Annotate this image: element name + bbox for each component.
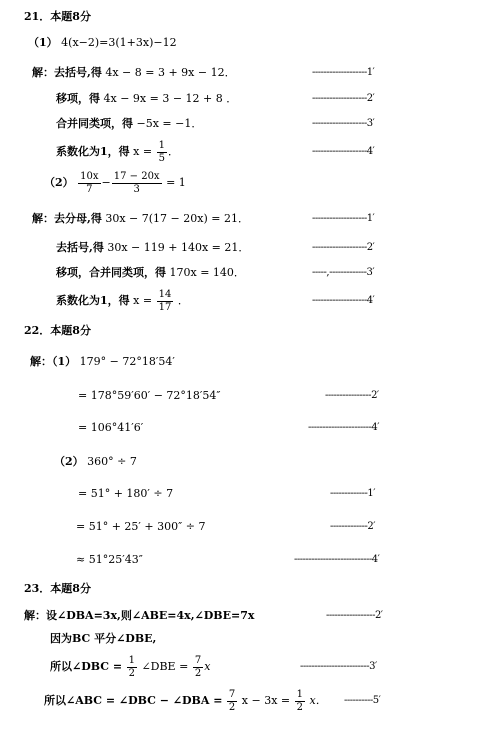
q22-part1-label: 解：（1） xyxy=(30,355,77,368)
q21-part1 xyxy=(28,36,177,50)
q21-step2-expr: 4x − 9x = 3 − 12 + 8 ． xyxy=(103,92,238,105)
q21-part2-step2-expr: 30x − 119 + 140x = 21． xyxy=(107,241,250,254)
q21-part2-step4-label: 系数化为1，得 xyxy=(56,294,130,307)
q23-step4-end: x． xyxy=(309,694,327,707)
q21-part2-step2 xyxy=(56,241,249,255)
q21-part2-step4-score: -------------------4′ xyxy=(312,295,375,306)
q21-part2-step3-expr: 170x = 140． xyxy=(169,266,245,279)
fraction-denominator: 7 xyxy=(86,183,93,195)
q21-part2-step4-lhs: x = xyxy=(133,294,153,307)
fraction-numerator: 1 xyxy=(158,139,165,151)
q22-part1-line2: = 106°41′6′ xyxy=(78,421,144,434)
q23-step3-fraction1 xyxy=(127,655,137,680)
q23-step2: 因为BC 平分∠DBE, xyxy=(50,632,157,645)
fraction-numerator: 1 xyxy=(296,688,303,700)
q21-part1-label: （1） xyxy=(28,36,58,49)
q21-part2-step2-label: 去括号,得 xyxy=(56,241,104,254)
q21-part2-step4-fraction xyxy=(157,289,174,314)
q21-step2 xyxy=(56,92,237,106)
q22-part1-line1: = 178°59′60′ − 72°18′54″ xyxy=(78,389,221,402)
q22-part2-line1-score: -------------1′ xyxy=(330,488,376,499)
q23-step1: 解：设∠DBA=3x,则∠ABE=4x,∠DBE=7x xyxy=(24,609,255,622)
fraction-denominator: 2 xyxy=(194,667,202,679)
q22-heading: 22．本题8分 xyxy=(24,324,91,337)
fraction-denominator: 5 xyxy=(158,152,165,164)
q22-part2-line1: = 51° + 180′ ÷ 7 xyxy=(78,487,174,500)
q21-part2-step1-label: 解：去分母,得 xyxy=(32,212,102,225)
q23-step3-end: x xyxy=(204,660,211,673)
q21-part2-step2-score: -------------------2′ xyxy=(312,242,375,253)
q21-step3-label: 合并同类项，得 xyxy=(56,117,133,130)
q22-part2-line3: ≈ 51°25′43″ xyxy=(76,553,143,566)
q23-step4-score: ----------5′ xyxy=(344,695,381,706)
q22-part2-line2-score: -------------2′ xyxy=(330,521,376,532)
fraction-denominator: 2 xyxy=(128,667,135,679)
fraction-numerator: 7 xyxy=(228,688,236,700)
q21-step4-lhs: x = xyxy=(133,145,153,158)
q21-part2-step4-end: ． xyxy=(177,294,189,307)
q21-step1-expr: 4x − 8 = 3 + 9x − 12． xyxy=(105,66,236,79)
q21-part2-step3 xyxy=(56,266,245,280)
q21-step3-score: -------------------3′ xyxy=(312,118,375,129)
fraction-numerator: 17 − 20x xyxy=(113,170,160,182)
q21-part2-step1 xyxy=(32,212,249,226)
fraction-denominator: 2 xyxy=(296,701,303,713)
q22-part2-line3-score: ---------------------------4′ xyxy=(294,554,380,565)
q21-step4-score: -------------------4′ xyxy=(312,146,375,157)
q21-step4-end: ． xyxy=(167,145,179,158)
q22-part2 xyxy=(54,455,137,469)
q21-step3-expr: −5x = −1． xyxy=(136,117,203,130)
q21-part2-fraction2 xyxy=(112,171,162,196)
q21-part2-step3-label: 移项，合并同类项，得 xyxy=(56,266,166,279)
q21-step4-label: 系数化为1，得 xyxy=(56,145,130,158)
q23-step3-mid: ∠DBE = xyxy=(141,660,189,673)
q21-step2-label: 移项，得 xyxy=(56,92,100,105)
q21-part1-equation: 4(x−2)=3(1+3x)−12 xyxy=(61,36,177,49)
q21-part2-fraction1 xyxy=(78,171,100,196)
q23-step3-label: 所以∠DBC = xyxy=(50,660,123,673)
q21-step4 xyxy=(56,138,179,166)
q21-part2 xyxy=(44,168,186,198)
q23-step4 xyxy=(44,686,327,716)
q21-part2-label: （2） xyxy=(44,176,74,189)
fraction-numerator: 14 xyxy=(158,288,172,300)
q22-part1-expr: 179° − 72°18′54′ xyxy=(79,355,175,368)
q21-part2-step1-score: -------------------1′ xyxy=(312,213,375,224)
q21-part2-minus: − xyxy=(101,176,111,189)
fraction-numerator: 1 xyxy=(128,654,135,666)
q21-part2-step1-expr: 30x − 7(17 − 20x) = 21． xyxy=(105,212,249,225)
q23-step4-fraction1 xyxy=(227,689,237,714)
q22-part2-label: （2） xyxy=(54,455,84,468)
q21-step1-label: 解：去括号,得 xyxy=(32,66,102,79)
q21-step3 xyxy=(56,117,202,131)
q23-step4-fraction2 xyxy=(295,689,305,714)
q21-step2-score: -------------------2′ xyxy=(312,93,375,104)
q23-step4-mid: x − 3x = xyxy=(241,694,291,707)
q23-step1-score: -----------------2′ xyxy=(326,610,383,621)
fraction-denominator: 17 xyxy=(158,301,172,313)
q22-part2-line2: = 51° + 25′ + 300″ ÷ 7 xyxy=(76,520,206,533)
q21-step4-fraction xyxy=(157,140,167,165)
q21-part2-rhs: = 1 xyxy=(166,176,186,189)
q21-part2-step4 xyxy=(56,286,189,316)
fraction-denominator: 2 xyxy=(228,701,236,713)
q21-heading: 21．本题8分 xyxy=(24,10,91,23)
q23-step3 xyxy=(50,652,210,682)
q21-part2-step3-score: -----,-------------3′ xyxy=(312,267,375,278)
q22-part1-line2-score: ----------------------4′ xyxy=(308,422,379,433)
q23-heading: 23．本题8分 xyxy=(24,582,91,595)
q21-step1-score: -------------------1′ xyxy=(312,67,375,78)
fraction-denominator: 3 xyxy=(133,183,140,195)
fraction-numerator: 10x xyxy=(80,170,99,182)
q23-step4-label: 所以∠ABC = ∠DBC − ∠DBA = xyxy=(44,694,223,707)
q23-step3-fraction2 xyxy=(193,655,203,680)
q22-part1-line1-score: ----------------2′ xyxy=(325,390,379,401)
q21-step1 xyxy=(32,66,236,80)
q22-part1 xyxy=(30,355,175,369)
q23-step3-score: ------------------------3′ xyxy=(300,661,377,672)
fraction-numerator: 7 xyxy=(194,654,202,666)
q22-part2-expr: 360° ÷ 7 xyxy=(87,455,137,468)
